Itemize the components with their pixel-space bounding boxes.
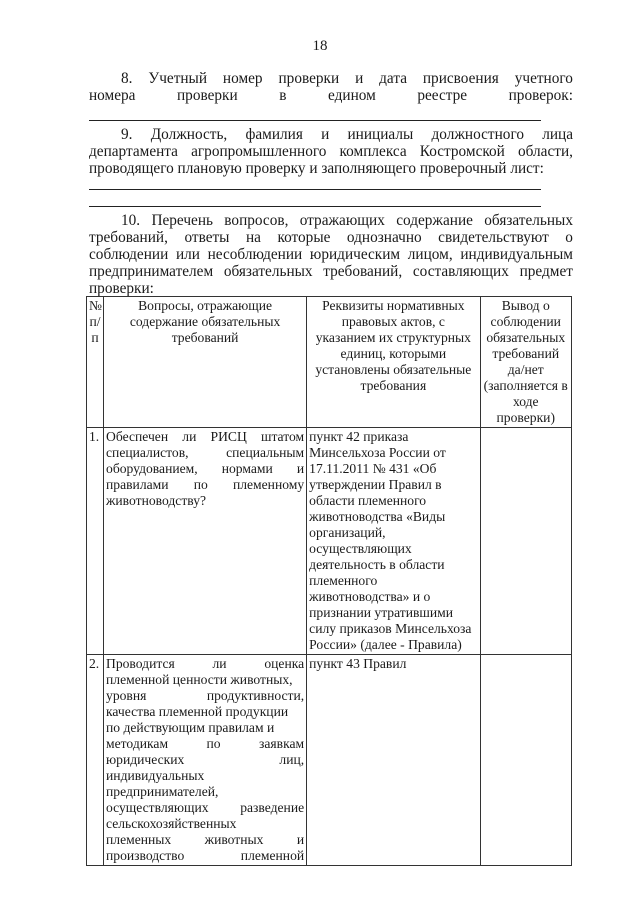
word: обязательных [223, 263, 313, 280]
header-result-line: требований [492, 346, 560, 361]
word: фамилия [245, 126, 303, 143]
word: однозначно [346, 229, 422, 246]
header-requisites-line: указанием их структурных [315, 330, 471, 345]
question-line [106, 688, 304, 704]
word: проверок: [508, 87, 573, 104]
word: индивидуальных [106, 768, 205, 783]
question-line [106, 429, 304, 445]
word: качества племенной продукции [106, 704, 289, 719]
word: обязательных [484, 212, 573, 229]
item-8-line-1 [89, 70, 573, 87]
word: племенной ценности животных, [106, 672, 293, 687]
question-line [106, 752, 304, 768]
word: Должность, [150, 126, 228, 143]
question-line [106, 784, 304, 800]
word: области, [518, 143, 573, 160]
requisites-line: племенного [309, 573, 378, 588]
row-number: 1. [87, 428, 104, 655]
header-num-line: п/п [89, 314, 101, 345]
word: реестре [417, 87, 468, 104]
word: оценка [264, 656, 305, 671]
header-result-line: Вывод о [501, 298, 550, 313]
requisites-line: России» (далее - Правила) [309, 637, 462, 652]
question-line [106, 672, 304, 688]
word: РИСЦ [210, 429, 247, 444]
header-requisites-line: единиц, которыми [340, 346, 447, 361]
word: Костромской [419, 143, 505, 160]
word: едином [328, 87, 376, 104]
word: ли [182, 429, 197, 444]
word: требований, [323, 263, 403, 280]
item-9-fill-line-2 [89, 206, 541, 207]
word: в [279, 87, 287, 104]
item-9-line-1 [89, 126, 573, 143]
question-line [106, 493, 304, 509]
requisites-line: области племенного [309, 493, 427, 508]
question-line [106, 816, 304, 832]
requisites-line: деятельность в области [309, 557, 445, 572]
question-cell [104, 428, 307, 655]
header-question [104, 297, 307, 428]
requisites-line: животноводства «Виды [309, 509, 446, 524]
header-requisites-line: правовых актов, с [341, 314, 445, 329]
word: составляющих [412, 263, 509, 280]
header-requisites-line: требования [360, 378, 427, 393]
word: требований, [89, 229, 168, 246]
word: Перечень [151, 212, 213, 229]
word: методикам [106, 736, 169, 751]
word: лицом, [407, 246, 453, 263]
requisites-line: осуществляющих [309, 541, 412, 556]
word: Проводится [106, 656, 175, 671]
word: инициалы [347, 126, 414, 143]
requisites-line: организаций, [309, 525, 386, 540]
word: комплекса [339, 143, 407, 160]
header-question-line: требований [171, 330, 239, 345]
word: на [245, 229, 261, 246]
header-num [87, 297, 104, 428]
header-result-line: соблюдении [490, 314, 561, 329]
word: лица [542, 126, 573, 143]
word: проверки [278, 70, 340, 87]
question-line [106, 848, 304, 864]
word: юридических [106, 752, 185, 767]
item-8-fill-line [89, 120, 541, 121]
word: или [175, 246, 200, 263]
word: соблюдении [89, 246, 169, 263]
word: отражающих [299, 212, 385, 229]
item-9-fill-line-1 [89, 189, 541, 190]
header-requisites-line: установлены обязательные [315, 362, 472, 377]
requisites-line: 17.11.2011 № 431 «Об [309, 461, 437, 476]
word: племенному [232, 477, 305, 492]
word: содержание [396, 212, 473, 229]
header-result-line: обязательных [486, 330, 566, 345]
item-10-line-4 [89, 263, 573, 280]
word: предмет [519, 263, 573, 280]
word: Учетный [148, 70, 208, 87]
question-line [106, 656, 304, 672]
word: и [296, 832, 305, 847]
word: лиц, [279, 752, 305, 767]
question-cell [104, 655, 307, 866]
item-10-line-5: проверки: [89, 280, 154, 297]
question-line [106, 704, 304, 720]
header-result-line: ходе проверки) [496, 394, 555, 425]
word: животных [204, 832, 264, 847]
word: специальным [226, 445, 305, 460]
word: юридическим [309, 246, 401, 263]
header-question-line: содержание обязательных [129, 314, 281, 329]
word: осуществляющих [106, 800, 209, 815]
question-line [106, 832, 304, 848]
item-10-text [89, 212, 573, 297]
word: разведение [240, 800, 305, 815]
word: животноводству? [106, 493, 207, 508]
header-question-line: Вопросы, отражающие [138, 298, 273, 313]
requisites-line: утверждении Правил в [309, 477, 442, 492]
word: правилами [106, 477, 169, 492]
word: производство [106, 848, 185, 863]
word: по [206, 736, 221, 751]
question-line [106, 800, 304, 816]
word: заявкам [259, 736, 305, 751]
word: оборудованием, [106, 461, 198, 476]
word: 9. [121, 126, 133, 143]
page-number: 18 [312, 38, 328, 54]
requisites-line: признании утратившими [309, 605, 454, 620]
word: номера [89, 87, 136, 104]
question-line [106, 720, 304, 736]
word: 8. [121, 70, 133, 87]
word: штатом [260, 429, 305, 444]
word: номер [222, 70, 263, 87]
header-result [480, 297, 571, 428]
word: и [296, 461, 305, 476]
word: агропромышленного [191, 143, 327, 160]
word: проверки [177, 87, 238, 104]
question-line [106, 477, 304, 493]
item-8-line-2 [89, 87, 573, 104]
item-10-line-3 [89, 246, 573, 263]
header-result-line: да/нет [507, 362, 544, 377]
table-row [87, 428, 572, 655]
item-10-line-1 [89, 212, 573, 229]
table-row [87, 655, 572, 866]
word: продуктивности, [206, 688, 305, 703]
word: о [565, 229, 573, 246]
word: ли [212, 656, 227, 671]
requisites-line: пункт 43 Правил [309, 656, 407, 671]
word: специалистов, [106, 445, 189, 460]
word: и [321, 126, 330, 143]
table-header-row [87, 297, 572, 428]
requisites-line: животноводства» и о [309, 589, 431, 604]
word: сельскохозяйственных [106, 816, 237, 831]
word: дата [379, 70, 407, 87]
word: Обеспечен [106, 429, 169, 444]
word: нормами [221, 461, 273, 476]
requisites-cell [307, 655, 480, 866]
word: которые [277, 229, 331, 246]
item-10-line-2 [89, 229, 573, 246]
word: должностного [431, 126, 524, 143]
item-9-text [89, 126, 573, 177]
result-cell[interactable] [480, 428, 571, 655]
checklist-table [86, 296, 572, 866]
question-line [106, 445, 304, 461]
word: по [193, 477, 208, 492]
item-9-line-2 [89, 143, 573, 160]
word: учетного [514, 70, 573, 87]
requisites-line: пункт 42 приказа [309, 429, 409, 444]
row-number: 2. [87, 655, 104, 866]
word: племенных [106, 832, 172, 847]
word: несоблюдении [207, 246, 303, 263]
result-cell[interactable] [480, 655, 571, 866]
word: свидетельствуют [438, 229, 549, 246]
item-9-line-3: проводящего плановую проверку и заполняющего проверочный лист: [89, 160, 544, 177]
word: и [355, 70, 364, 87]
word: индивидуальным [460, 246, 573, 263]
word: департамента [89, 143, 178, 160]
question-line [106, 768, 304, 784]
word: по действующим правилам и [106, 720, 275, 735]
word: 10. [121, 212, 141, 229]
word: ответы [184, 229, 230, 246]
header-requisites-line: Реквизиты нормативных [322, 298, 465, 313]
requisites-line: силу приказов Минсельхоза [309, 621, 472, 636]
header-result-line: (заполняется в [483, 378, 568, 393]
header-num-line: № [89, 298, 102, 313]
requisites-cell [307, 428, 480, 655]
word: предпринимателей, [106, 784, 219, 799]
requisites-line: Минсельхоза России от [309, 445, 446, 460]
question-line [106, 736, 304, 752]
word: уровня [106, 688, 147, 703]
item-8-text [89, 70, 573, 104]
header-requisites [307, 297, 480, 428]
word: племенной [240, 848, 305, 863]
word: присвоения [422, 70, 499, 87]
word: вопросов, [224, 212, 289, 229]
question-line [106, 461, 304, 477]
word: предпринимателем [89, 263, 214, 280]
